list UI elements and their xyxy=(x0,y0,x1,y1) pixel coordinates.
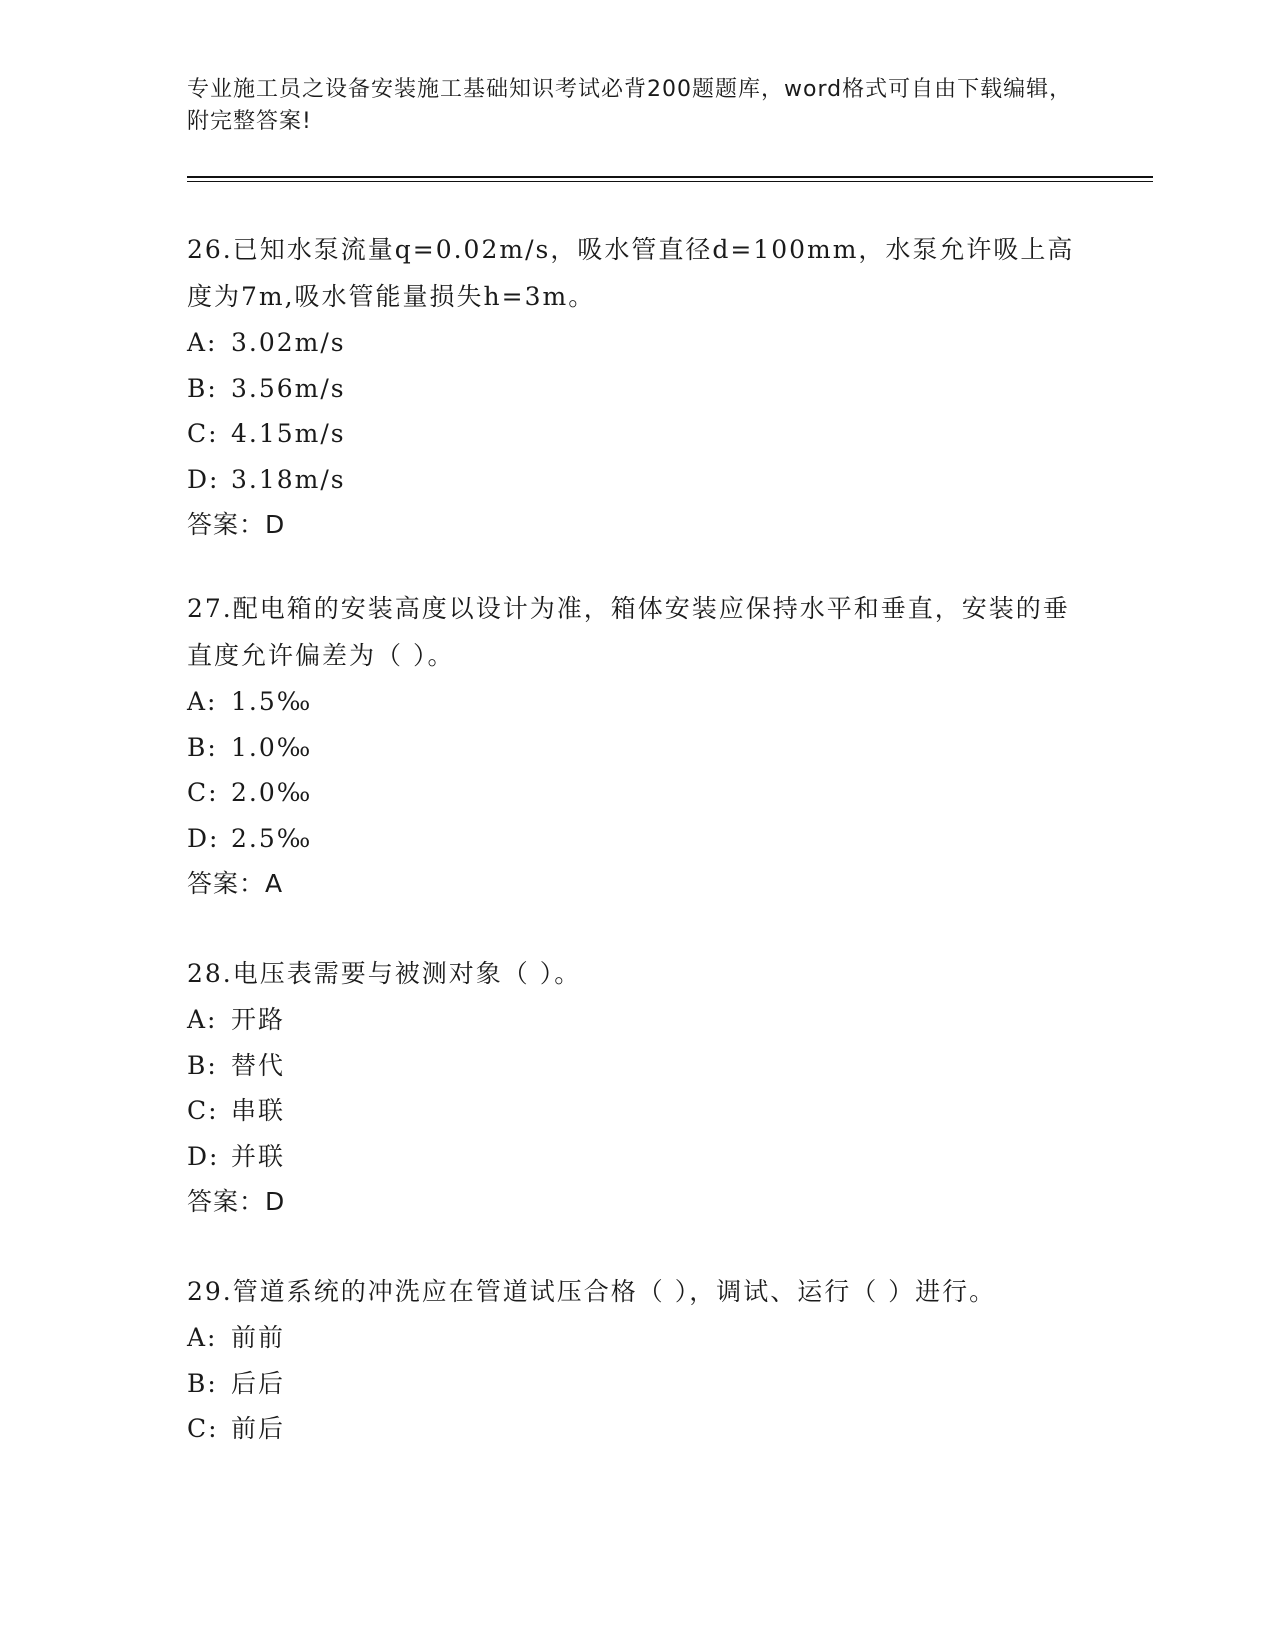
option-label: C: xyxy=(187,419,219,448)
option-c xyxy=(187,1088,1087,1134)
option-text: 3.18m/s xyxy=(231,464,346,494)
option-d xyxy=(187,816,1087,862)
option-text: 串联 xyxy=(231,1096,286,1125)
option-b xyxy=(187,366,1087,412)
option-text: 后后 xyxy=(231,1368,286,1398)
answer: 答案：D xyxy=(187,510,286,539)
option-label: B: xyxy=(187,732,218,762)
option-a xyxy=(187,1315,1087,1361)
question-stem: 26.已知水泵流量q=0.02m/s，吸水管直径d=100mm，水泵允许吸上高度为7m,吸水管能量损失h=3m。 xyxy=(187,235,1075,311)
option-label: A: xyxy=(187,687,218,716)
option-text: 1.0‰ xyxy=(231,732,313,762)
option-text: 3.02m/s xyxy=(231,328,346,357)
question-26 xyxy=(187,226,1087,548)
header-rule-thick xyxy=(187,176,1153,178)
question-28 xyxy=(187,950,1087,1225)
option-c xyxy=(187,1406,1087,1452)
option-a xyxy=(187,320,1087,366)
option-text: 开路 xyxy=(231,1005,286,1034)
option-label: D: xyxy=(187,1141,220,1171)
option-text: 4.15m/s xyxy=(231,419,346,448)
question-stem: 28.电压表需要与被测对象（ ）。 xyxy=(187,959,582,988)
question-stem: 29.管道系统的冲洗应在管道试压合格（ ），调试、运行（ ）进行。 xyxy=(187,1277,997,1306)
option-b xyxy=(187,1361,1087,1407)
option-a xyxy=(187,679,1087,725)
option-c xyxy=(187,411,1087,457)
option-label: B: xyxy=(187,1368,218,1398)
option-b xyxy=(187,725,1087,771)
option-c xyxy=(187,770,1087,816)
option-label: C: xyxy=(187,1096,219,1125)
option-text: 前前 xyxy=(231,1323,286,1352)
option-label: D: xyxy=(187,823,220,853)
option-text: 2.5‰ xyxy=(231,823,313,853)
option-b xyxy=(187,1043,1087,1089)
option-label: A: xyxy=(187,1323,218,1352)
option-text: 1.5‰ xyxy=(231,687,313,716)
question-27 xyxy=(187,585,1087,907)
option-text: 并联 xyxy=(231,1141,286,1171)
header-rule-thin xyxy=(187,181,1153,182)
document-header: 专业施工员之设备安装施工基础知识考试必背200题题库，word格式可自由下载编辑，附完整答案! xyxy=(187,77,1073,134)
option-text: 2.0‰ xyxy=(231,778,313,807)
answer: 答案：A xyxy=(187,869,284,898)
option-d xyxy=(187,1134,1087,1180)
question-stem: 27.配电箱的安装高度以设计为准，箱体安装应保持水平和垂直，安装的垂直度允许偏差为（ ）。 xyxy=(187,594,1070,670)
answer: 答案：D xyxy=(187,1187,286,1216)
option-label: C: xyxy=(187,778,219,807)
question-29 xyxy=(187,1268,1087,1452)
option-text: 前后 xyxy=(231,1414,286,1443)
option-a xyxy=(187,997,1087,1043)
option-text: 3.56m/s xyxy=(231,373,346,403)
option-text: 替代 xyxy=(231,1050,286,1080)
option-d xyxy=(187,457,1087,503)
option-label: B: xyxy=(187,373,218,403)
option-label: A: xyxy=(187,1005,218,1034)
option-label: B: xyxy=(187,1050,218,1080)
option-label: A: xyxy=(187,328,218,357)
option-label: D: xyxy=(187,464,220,494)
option-label: C: xyxy=(187,1414,219,1443)
